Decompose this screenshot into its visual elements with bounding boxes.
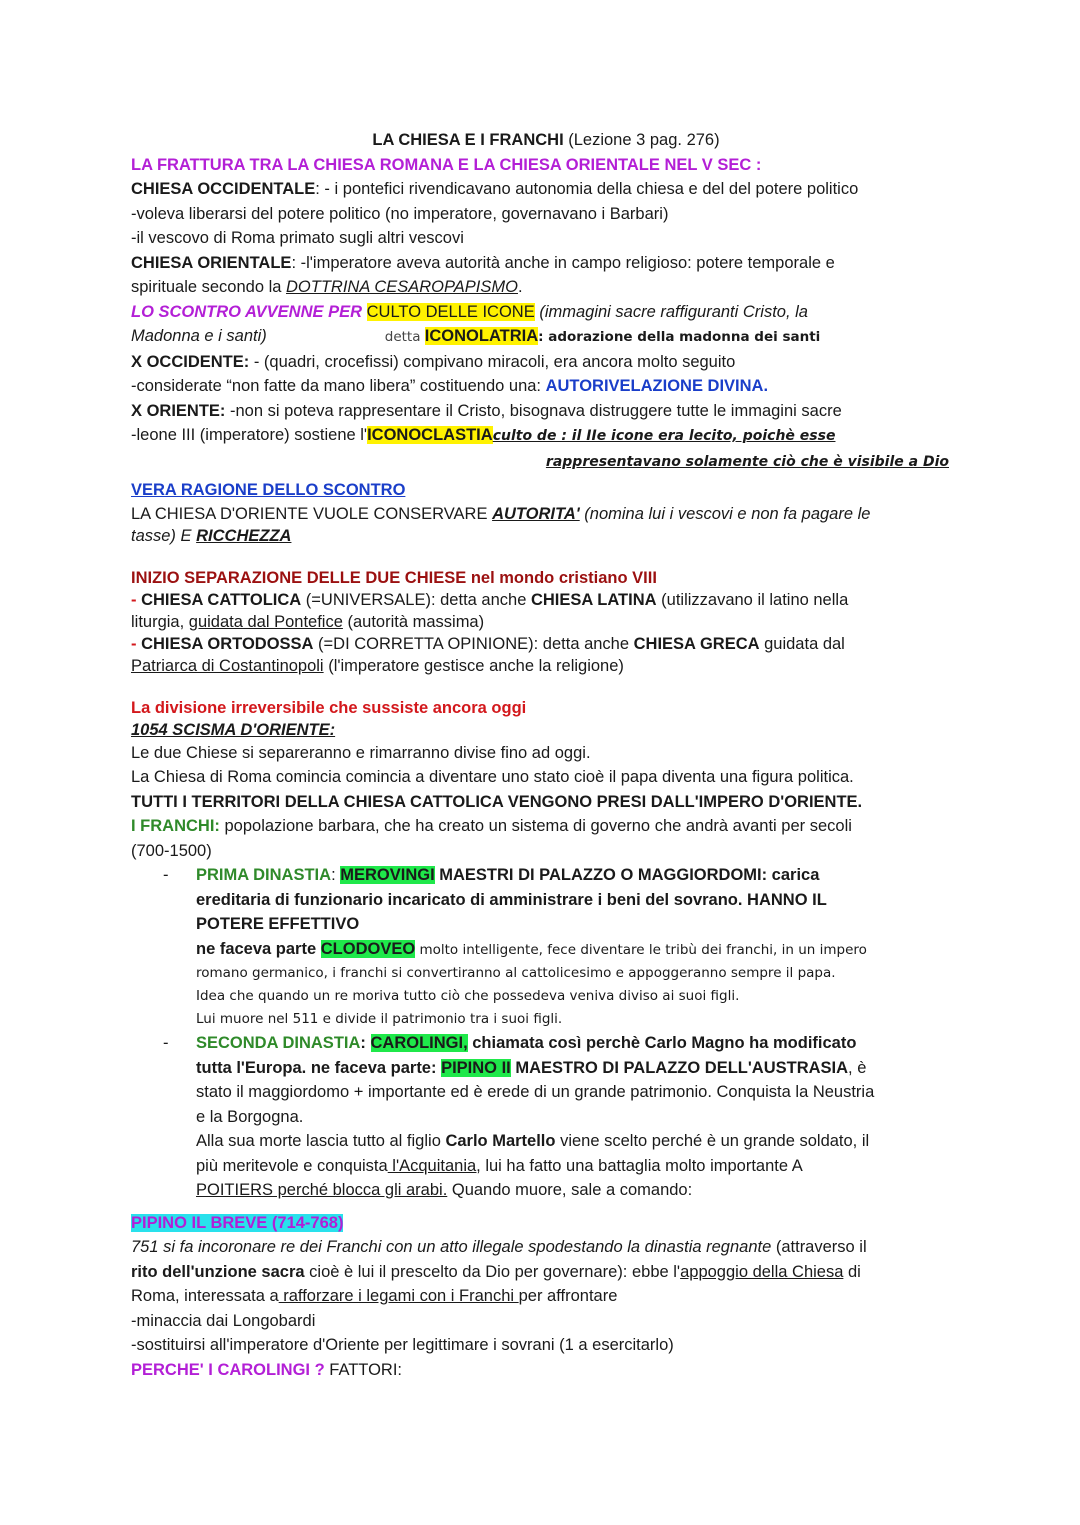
text-span: - (quadri, crocefissi) compivano miracoli, era ancora molto seguito [253, 352, 736, 371]
label-prima-dinastia: PRIMA DINASTIA [196, 866, 332, 884]
text-span: viene scelto perché è un grande soldato, il [555, 1132, 870, 1150]
text-span: (immagini sacre raffiguranti Cristo, la [534, 302, 808, 321]
text-line: e la Borgogna. [196, 1107, 304, 1126]
handwritten-note: romano germanico, i franchi si convertiranno al cattolicesimo e appoggeranno sempre il papa. [196, 965, 836, 981]
text-span: - [131, 634, 142, 653]
handwritten-note: Idea che quando un re moriva tutto ciò che possedeva veniva diviso ai suoi figli. [196, 988, 740, 1004]
text-line [131, 655, 961, 677]
text-span: , è [848, 1058, 867, 1077]
text-line [131, 611, 961, 633]
text-line: -sostituirsi all'imperatore d'Oriente per legittimare i sovrani (1 a esercitarlo) [131, 1336, 674, 1354]
term-poitiers: POITIERS perché blocca gli arabi. [196, 1181, 448, 1199]
text-line [131, 275, 961, 300]
text-span: MAESTRO DI PALAZZO DELL'AUSTRASIA [510, 1058, 849, 1077]
text-span: : - i pontefici rivendicavano autonomia della chiesa e del del potere politico [315, 180, 859, 198]
text-span: -leone III (imperatore) sostiene l' [131, 426, 368, 444]
highlight-pipino-il-breve: PIPINO IL BREVE (714-768) [131, 1213, 344, 1232]
text-line [131, 1235, 961, 1260]
label-chiesa-occidentale: CHIESA OCCIDENTALE [131, 180, 316, 198]
text-span: chiamata così perchè Carlo Magno ha modificato [467, 1034, 857, 1052]
text-span: liturgia, [131, 612, 189, 631]
text-span: cioè è lui il prescelto da Dio per governare): ebbe l' [304, 1262, 681, 1281]
text-line [131, 324, 961, 350]
term-chiesa-ortodossa: CHIESA ORTODOSSA [141, 634, 314, 653]
text-line [131, 633, 961, 655]
text-span: -considerate “non fatte da mano libera” costituendo una: [131, 377, 546, 395]
text-line: ereditaria di funzionario incaricato di amministrare i beni del sovrano. HANNO IL [196, 890, 827, 909]
text-line [196, 1129, 961, 1154]
text-line: stato il maggiordomo + importante ed è erede di un grande patrimonio. Conquista la Neustria [196, 1083, 875, 1101]
text-span: guidata dal Pontefice [188, 612, 343, 631]
handwritten-note: Lui muore nel 511 e divide il patrimonio tra i suoi figli. [196, 1011, 563, 1027]
text-span: Roma, interessata a [131, 1287, 279, 1305]
text-span: Madonna e i santi) [131, 327, 267, 345]
title-main: LA CHIESA E I FRANCHI [372, 131, 564, 149]
handwritten-note: culto de : il IIe icone era lecito, poichè esse [492, 428, 836, 444]
term-carlo-martello: Carlo Martello [445, 1132, 556, 1150]
highlight-merovingi: MEROVINGI [340, 866, 435, 884]
text-line: -minaccia dai Longobardi [131, 1311, 316, 1330]
text-span: . [517, 278, 523, 296]
text-span: (=DI CORRETTA OPINIONE): detta anche [313, 634, 634, 653]
text-span: nel mondo cristiano VIII [466, 568, 657, 587]
text-line [131, 449, 961, 475]
text-span: : [331, 866, 341, 884]
text-line [131, 251, 961, 276]
text-span: -non si poteva rappresentare il Cristo, bisognava distruggere tutte le immagini sacre [230, 401, 842, 420]
text-span: : adorazione della madonna dei santi [538, 329, 821, 345]
section-heading-frattura: LA FRATTURA TRA LA CHIESA ROMANA E LA CHIESA ORIENTALE NEL V SEC : [131, 155, 762, 174]
section-heading-separazione [131, 567, 961, 589]
text-line: La Chiesa di Roma comincia comincia a diventare uno stato cioè il papa diventa una figura politica. [131, 768, 854, 786]
text-span: Alla sua morte lascia tutto al figlio [196, 1132, 446, 1150]
list-bullet: - [163, 866, 169, 884]
text-line: Le due Chiese si separeranno e rimarranno divise fino ad oggi. [131, 743, 591, 762]
text-line [196, 1056, 961, 1081]
text-span: - [131, 590, 142, 609]
text-span: ne faceva parte [196, 939, 321, 958]
text-line: TUTTI I TERRITORI DELLA CHIESA CATTOLICA VENGONO PRESI DALL'IMPERO D'ORIENTE. [131, 792, 863, 811]
text-line [131, 503, 961, 525]
text-line: -il vescovo di Roma primato sugli altri vescovi [131, 229, 464, 247]
text-span: (=UNIVERSALE): detta anche [301, 590, 531, 609]
text-line [131, 1284, 961, 1309]
text-line [131, 177, 961, 202]
text-line [131, 814, 961, 839]
text-span: detta [384, 329, 425, 345]
term-autorita: AUTORITA' [492, 504, 580, 523]
highlight-iconolatria: ICONOLATRIA [424, 327, 539, 345]
document-page [131, 128, 961, 1382]
text-scontro: LO SCONTRO AVVENNE PER [131, 302, 363, 321]
text-span: popolazione barbara, che ha creato un sistema di governo che andrà avanti per secoli [224, 817, 852, 835]
text-span: Patriarca di Costantinopoli [131, 656, 324, 675]
text-span: (autorità massima) [342, 612, 485, 631]
highlight-pipino-ii: PIPINO II [441, 1058, 511, 1077]
text-span: (l'imperatore gestisce anche la religione) [323, 656, 624, 675]
list-item-seconda-dinastia [131, 1031, 961, 1203]
text-line [131, 300, 961, 325]
text-span: tutta l'Europa. ne faceva parte: [196, 1058, 442, 1077]
text-span: 751 si fa incoronare re dei Franchi con un atto illegale spodestando la dinastia regnante [131, 1238, 772, 1256]
text-span: guidata dal [759, 634, 845, 653]
label-seconda-dinastia: SECONDA DINASTIA [196, 1034, 361, 1052]
text-line [131, 525, 961, 547]
list-item-prima-dinastia [131, 863, 961, 1031]
term-cesaropapismo: DOTTRINA CESAROPAPISMO [286, 278, 518, 296]
handwritten-note: rappresentavano solamente ciò che è visibile a Dio [545, 453, 949, 470]
text-line [131, 1358, 961, 1383]
list-bullet: - [163, 1034, 169, 1052]
text-span: appoggio della Chiesa [680, 1262, 844, 1281]
section-heading-divisione: La divisione irreversibile che sussiste ancora oggi [131, 698, 527, 717]
text-line: (700-1500) [131, 841, 212, 860]
text-span: lui ha fatto una battaglia molto importante A [480, 1156, 803, 1175]
text-span: per affrontare [518, 1287, 618, 1305]
label-x-oriente: X ORIENTE: [131, 401, 231, 420]
text-line [131, 589, 961, 611]
text-line [196, 937, 961, 963]
page-title [131, 128, 961, 153]
text-span: (nomina lui i vescovi e non fa pagare le [579, 504, 871, 523]
handwritten-note: molto intelligente, fece diventare le tribù dei franchi, in un impero [415, 941, 867, 958]
term-unzione-sacra: rito dell'unzione sacra [131, 1262, 305, 1281]
text-span: tasse) E [131, 526, 197, 545]
term-chiesa-greca: CHIESA GRECA [633, 634, 760, 653]
text-line [131, 423, 961, 449]
text-line [131, 399, 961, 424]
highlight-culto-icone: CULTO DELLE ICONE [366, 302, 535, 321]
text-span: rafforzare i legami con i Franchi [278, 1287, 519, 1305]
text-span: (utilizzavano il latino nella [656, 590, 849, 609]
subheading-scisma: 1054 SCISMA D'ORIENTE: [131, 720, 336, 739]
title-ref: (Lezione 3 pag. 276) [563, 131, 720, 149]
text-span: spirituale secondo la [131, 278, 287, 296]
text-span: FATTORI: [324, 1360, 402, 1379]
section-heading-vera-ragione: VERA RAGIONE DELLO SCONTRO [131, 481, 406, 499]
text-line: POTERE EFFETTIVO [196, 915, 360, 933]
text-span: LA CHIESA D'ORIENTE VUOLE CONSERVARE [131, 504, 493, 523]
text-span: MAESTRI DI PALAZZO O MAGGIORDOMI: carica [434, 866, 820, 884]
text-line [131, 350, 961, 375]
heading-perche-carolingi: PERCHE' I CAROLINGI ? [131, 1360, 325, 1379]
text-span: : [360, 1034, 371, 1052]
text-span: (attraverso il [771, 1238, 867, 1256]
text-line [196, 863, 961, 888]
label-chiesa-orientale: CHIESA ORIENTALE [131, 253, 292, 272]
text-span: di [843, 1262, 861, 1281]
term-acquitania: l'Acquitania, [387, 1156, 481, 1175]
text-line [196, 1154, 961, 1179]
text-line: -voleva liberarsi del potere politico (no imperatore, governavano i Barbari) [131, 204, 669, 223]
highlight-iconoclastia: ICONOCLASTIA [367, 426, 493, 444]
term-chiesa-cattolica: CHIESA CATTOLICA [141, 590, 302, 609]
highlight-carolingi: CAROLINGI, [370, 1034, 468, 1052]
text-line [196, 1031, 961, 1056]
text-line [131, 1260, 961, 1285]
text-line [196, 1178, 961, 1203]
label-i-franchi: I FRANCHI: [131, 817, 225, 835]
section-heading-pipino-breve [131, 1211, 961, 1236]
label-x-occidente: X OCCIDENTE: [131, 352, 254, 371]
term-chiesa-latina: CHIESA LATINA [530, 590, 657, 609]
text-line [131, 374, 961, 399]
term-ricchezza: RICCHEZZA [196, 526, 292, 545]
highlight-clodoveo: CLODOVEO [320, 939, 416, 958]
text-span: INIZIO SEPARAZIONE DELLE DUE CHIESE [131, 568, 467, 587]
text-span: più meritevole e conquista [196, 1156, 388, 1175]
term-autorivelazione: AUTORIVELAZIONE DIVINA. [545, 377, 769, 395]
text-span: : -l'imperatore aveva autorità anche in campo religioso: potere temporale e [291, 253, 835, 272]
text-span: Quando muore, sale a comando: [447, 1181, 693, 1199]
